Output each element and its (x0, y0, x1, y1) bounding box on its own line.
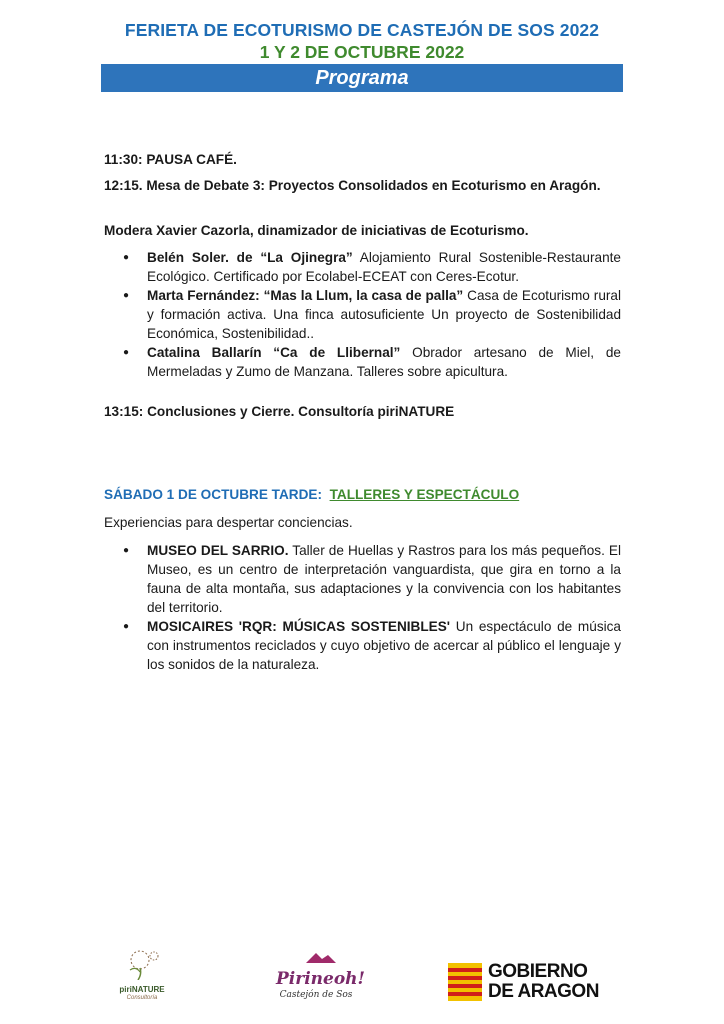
bullet-icon: ● (123, 252, 130, 263)
list-item (120, 248, 621, 286)
moderator-line: Modera Xavier Cazorla, dinamizador de iniciativas de Ecoturismo. (104, 223, 529, 238)
event-dates: 1 Y 2 DE OCTUBRE 2022 (259, 42, 465, 62)
afternoon-title: SÁBADO 1 DE OCTUBRE TARDE: (104, 487, 323, 502)
bullet-icon: ● (123, 545, 130, 556)
bullet-icon: ● (123, 347, 130, 358)
activity-name: MOSICAIRES 'RQR: MÚSICAS SOSTENIBLES' (147, 619, 451, 634)
closing-line: 13:15: Conclusiones y Cierre. Consultoría piriNATURE (104, 404, 455, 419)
bullet-icon: ● (123, 621, 130, 632)
list-item (120, 286, 621, 343)
gobierno-line1: GOBIERNO (488, 961, 588, 982)
activity-name: MUSEO DEL SARRIO. (147, 543, 289, 558)
pirineoh-logo (276, 950, 365, 1010)
speaker-desc: Obrador artesano de Miel, de Mermeladas y Zumo de Manzana. Talleres sobre apicultura. (147, 345, 621, 379)
afternoon-subtitle: TALLERES Y ESPECTÁCULO (329, 487, 520, 502)
afternoon-heading (104, 485, 621, 504)
event-title: FERIETA DE ECOTURISMO DE CASTEJÓN DE SOS 2022 (124, 20, 600, 40)
activity-desc: Un espectáculo de música con instrumentos reciclados y cuyo objetivo de acercar al público el lenguaje y los sonidos de la naturaleza. (147, 619, 621, 672)
speaker-list (120, 248, 621, 381)
pirineoh-sub: Castejón de Sos (279, 990, 353, 1000)
debate-line: 12:15. Mesa de Debate 3: Proyectos Consolidados en Ecoturismo en Aragón. (104, 178, 601, 193)
speaker-desc: Casa de Ecoturismo rural y formación activa. Una finca autosuficiente Un proyecto de Sostenibilidad Económica, Sostenibilidad.. (147, 288, 621, 341)
list-item (120, 541, 621, 617)
activity-list (120, 541, 621, 674)
pirinature-logo (110, 948, 174, 1001)
pirineoh-text: Pirineoh! (276, 969, 365, 989)
speaker-name: Catalina Ballarín “Ca de Llibernal” (147, 345, 401, 360)
list-item (120, 617, 621, 674)
mountain-icon (276, 950, 356, 964)
speaker-name: Marta Fernández: “Mas la Llum, la casa de palla” (147, 288, 464, 303)
activity-desc: Taller de Huellas y Rastros para los más pequeños. El Museo, es un centro de interpretación vanguardista, que gira en torno a la fauna de alta montaña, sus adaptaciones y la convivencia con los habitantes del territorio. (147, 543, 621, 615)
bullet-icon: ● (123, 290, 130, 301)
pirinature-sub: Consultoría (126, 995, 158, 1001)
speaker-name: Belén Soler. de “La Ojinegra” (147, 250, 353, 265)
program-banner: Programa (101, 64, 623, 92)
afternoon-intro: Experiencias para despertar conciencias. (104, 515, 353, 530)
gobierno-aragon-logo (448, 962, 618, 1004)
gobierno-line2: DE ARAGON (488, 981, 599, 1002)
aragon-flag-icon (448, 963, 482, 1001)
pirinature-text: piriNATURE (119, 985, 165, 994)
pause-line: 11:30: PAUSA CAFÉ. (104, 152, 237, 167)
speaker-desc: Alojamiento Rural Sostenible-Restaurante Ecológico. Certificado por Ecolabel-ECEAT con Ceres-Ecotur. (147, 250, 621, 284)
list-item (120, 343, 621, 381)
dandelion-icon (110, 948, 174, 980)
